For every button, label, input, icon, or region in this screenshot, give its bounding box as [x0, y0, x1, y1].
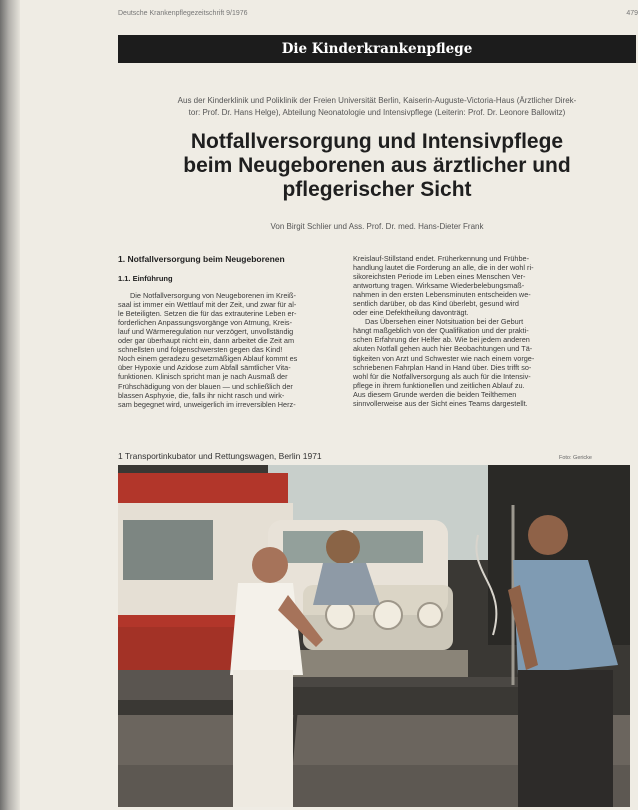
page-number: 479 [626, 10, 638, 17]
incubator-porthole [418, 603, 442, 627]
body-line: forderlichen Anpassungsvorgänge von Atmung, Kreis- [118, 318, 293, 328]
body-line: Die Notfallversorgung von Neugeborenen im Kreiß- [130, 291, 296, 301]
man-head [326, 530, 360, 564]
section-heading: 1. Notfallversorgung beim Neugeborenen [118, 254, 285, 264]
body-line: hängt maßgeblich von der Qualifikation und der prakti- [353, 326, 529, 336]
body-line: sam begegnet wird, unweigerlich im irreversiblen Herz- [118, 399, 296, 409]
figure-photo [118, 465, 630, 807]
body-line: pflege in ihrem funktionellen und zeitlichen Ablauf zu. [353, 380, 525, 390]
body-line: über Hypoxie und Azidose zum Abfall sämtlicher Vita- [118, 363, 291, 373]
document-page [20, 0, 638, 810]
photo-illustration [118, 465, 630, 807]
running-head [118, 10, 638, 22]
body-line: lauf und Wärmeregulation nur verzögert, unvollständig [118, 327, 294, 337]
body-line: wohl für die Notfallversorgung als auch für die Intensiv- [353, 371, 531, 381]
body-line: Kreislauf-Stillstand endet. Früherkennung und Frühbe- [353, 254, 530, 263]
ambulance-window [123, 520, 213, 580]
nurse-head [252, 547, 288, 583]
body-line: sentlich darüber, ob das Kind überlebt, gesund wird [353, 299, 519, 309]
body-line: sinnvollerweise aus der Sicht eines Teams dargestellt. [353, 398, 528, 408]
incubator-porthole [374, 601, 402, 629]
body-line: Das Übersehen einer Notsituation bei der Geburt [365, 317, 524, 327]
journal-name: Deutsche Krankenpflegezeitschrift 9/1976 [118, 10, 248, 17]
incubator-porthole [326, 601, 354, 629]
left-column [118, 254, 363, 409]
body-line: funktionen. Klinisch spricht man je nach Ausmaß der [118, 372, 288, 382]
affiliation-line: Aus der Kinderklinik und Poliklinik der Freien Universität Berlin, Kaiserin-Auguste-Victoria-Haus (Ärztlicher Direk- [177, 96, 577, 105]
photo-credit: Foto: Gericke [558, 455, 592, 461]
body-line: antwortung tragen. Wirksame Wiederbelebungsmaß- [353, 281, 525, 291]
section-banner: Die Kinderkrankenpflege [118, 35, 636, 63]
title-line: Notfallversorgung und Intensivpflege [190, 130, 564, 153]
body-line: tigkeiten von Arzt und Schwester wie nach einem vorge- [353, 353, 535, 363]
affiliation [118, 95, 636, 119]
article-title [118, 130, 636, 202]
body-line: nahmen in den ersten Lebensminuten entscheiden we- [353, 290, 531, 300]
body-line: saal ist immer ein Wettlauf mit der Zeit, und zwar für al- [118, 300, 297, 310]
body-line: oder gar überhaupt nicht ein, dann arbeitet die Zeit am [118, 336, 295, 346]
nurse-white-trousers [233, 670, 293, 807]
ambulance-roof-stripe [118, 473, 288, 503]
doctor-head [528, 515, 568, 555]
body-line: oder eine Defektheilung davonträgt. [353, 308, 469, 318]
page-binding-shadow [0, 0, 20, 810]
right-column [353, 254, 598, 408]
van-window [353, 531, 423, 563]
affiliation-line: tor: Prof. Dr. Hans Helge), Abteilung Neonatologie und Intensivpflege (Leiterin: Prof. Dr. Leonore Ballowitz) [188, 108, 566, 117]
body-line: Aus diesem Grunde werden die beiden Teilthemen [353, 389, 517, 399]
body-line: schen Erfahrung der Helfer ab. Wie bei jedem anderen [353, 335, 530, 345]
title-line: beim Neugeborenen aus ärztlicher und [183, 154, 571, 177]
body-line: schnellsten und folgenschwersten gegen das Kind! [118, 345, 283, 355]
authors: Von Birgit Schlier und Ass. Prof. Dr. med. Hans-Dieter Frank [270, 222, 484, 231]
nurse-white-coat [230, 583, 303, 675]
title-line: pflegerischer Sicht [282, 178, 472, 201]
incubator-base [293, 650, 468, 680]
body-line: akuten Notfall gehen auch hier Beobachtungen und Tä- [353, 344, 533, 354]
figure-caption: 1 Transportinkubator und Rettungswagen, Berlin 1971 [118, 451, 322, 461]
body-line: sikoreichsten Periode im Leben eines Menschen Ver- [353, 272, 526, 282]
body-line: schriebenen Fahrplan Hand in Hand über. Dies trifft so- [353, 362, 532, 372]
body-line: handlung lautet die Forderung an alle, die in der wohl ri- [353, 263, 534, 273]
body-line: le Beteiligten. Setzen die für das extrauterine Leben er- [118, 309, 297, 319]
body-line: Frühschädigung von der blauen — und schließlich der [118, 381, 293, 391]
body-line: blassen Asphyxie, die, falls ihr nicht rasch und wirk- [118, 390, 285, 400]
subsection-heading: 1.1. Einführung [118, 274, 173, 283]
doctor-trousers [518, 670, 613, 807]
body-line: Noch einem geradezu gesetzmäßigen Ablauf kommt es [118, 354, 298, 364]
